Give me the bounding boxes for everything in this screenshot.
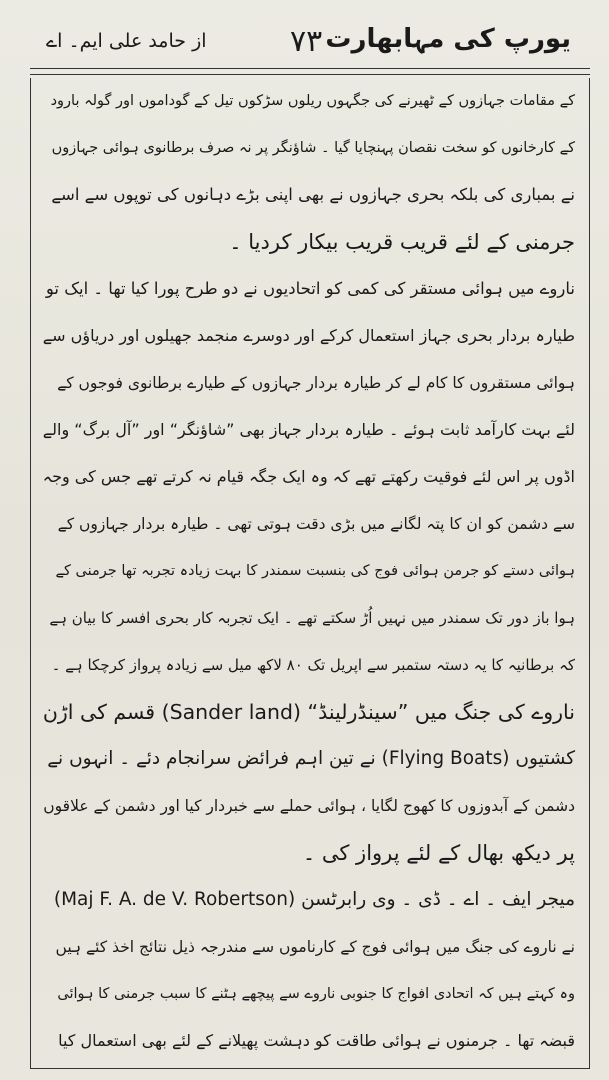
page-number: ۷۳	[290, 24, 323, 59]
text-frame	[30, 78, 590, 1069]
text-line: جرمنی کے لئے قریب قریب بیکار کردیا ۔	[229, 230, 575, 254]
text-line: ناروے کی جنگ میں ”سینڈرلینڈ“ (Sander land) قسم کی اڑن	[42, 700, 575, 724]
running-title: یورپ کی مہابھارت	[325, 24, 571, 54]
header-rule-outer	[30, 68, 590, 69]
body-text	[31, 78, 589, 1068]
page-header	[0, 0, 609, 70]
text-line: لئے بہت کارآمد ثابت ہوئے ۔ طیارہ بردار جہاز بھی ”شاؤنگر“ اور ”آل برگ“ والے	[42, 420, 575, 439]
text-line: نے ناروے کی جنگ میں ہوائی فوج کے کارناموں سے مندرجہ ذیل نتائج اخذ کئے ہیں	[55, 938, 575, 956]
text-line: وہ کہتے ہیں کہ اتحادی افواج کا جنوبی ناروے سے پیچھے ہٹنے کا سبب جرمنی کا ہوائی	[57, 986, 575, 1002]
text-line: پر دیکھ بھال کے لئے پرواز کی ۔	[302, 841, 575, 865]
text-line: سے دشمن کو ان کا پتہ لگانے میں بڑی دقت ہوتی تھی ۔ طیارہ بردار جہازوں کے	[57, 515, 575, 533]
text-line: نے بمباری کی بلکہ بحری جہازوں نے بھی اپنی بڑے دہانوں کی توپوں سے اسے	[51, 185, 575, 204]
text-line: اڈوں پر اس لئے فوقیت رکھتے تھے کہ وہ ایک جگہ قیام نہ کرتے تھے جس کی وجہ	[42, 467, 575, 486]
text-line: ہوائی دستے کو جرمن ہوائی فوج کی بنسبت سمندر کا بہت زیادہ تجربہ تھا جرمنی کے	[55, 563, 575, 579]
text-line: میجر ایف ۔ اے ۔ ڈی ۔ وی رابرٹسن (Maj F. A. de V. Robertson)	[53, 889, 575, 910]
text-line: قبضہ تھا ۔ جرمنوں نے ہوائی طاقت کو دہشت پھیلانے کے لئے بھی استعمال کیا	[58, 1031, 575, 1050]
text-line: دشمن کے آبدوزوں کا کھوج لگایا ، ہوائی حملے سے خبردار کیا اور دشمن کے علاقوں	[43, 797, 575, 815]
text-line: کہ برطانیہ کا یہ دستہ ستمبر سے اپریل تک ۸۰ لاکھ میل سے زیادہ پرواز کرچکا ہے ۔	[51, 656, 575, 674]
author-credit: از حامد علی ایم۔ اے	[46, 30, 207, 52]
text-line: طیارہ بردار بحری جہاز استعمال کرکے اور دوسرے منجمد جھیلوں اور دریاؤں سے	[42, 326, 575, 345]
header-rule-inner	[30, 74, 590, 75]
text-line: کے کارخانوں کو سخت نقصان پہنچایا گیا ۔ شاؤنگر پر نہ صرف برطانوی ہوائی جہازوں	[51, 140, 575, 156]
text-line: کے مقامات جہازوں کے ٹھیرنے کی جگہوں ریلوں سڑکوں تیل کے گوداموں اور گولہ بارود	[50, 93, 575, 109]
text-line: کشتیوں (Flying Boats) نے تین اہم فرائض سرانجام دئے ۔ انہوں نے	[47, 748, 575, 769]
text-line: ہوا باز دور تک سمندر میں نہیں اُڑ سکتے تھے ۔ ایک تجربہ کار بحری افسر کا بیان ہے	[49, 609, 575, 627]
text-line: ہوائی مستقروں کا کام لے کر طیارہ بردار جہازوں کے طیارے برطانوی فوجوں کے	[57, 374, 575, 392]
text-line: ناروے میں ہوائی مستقر کی کمی کو اتحادیوں نے دو طرح پورا کیا تھا ۔ ایک تو	[45, 279, 575, 298]
